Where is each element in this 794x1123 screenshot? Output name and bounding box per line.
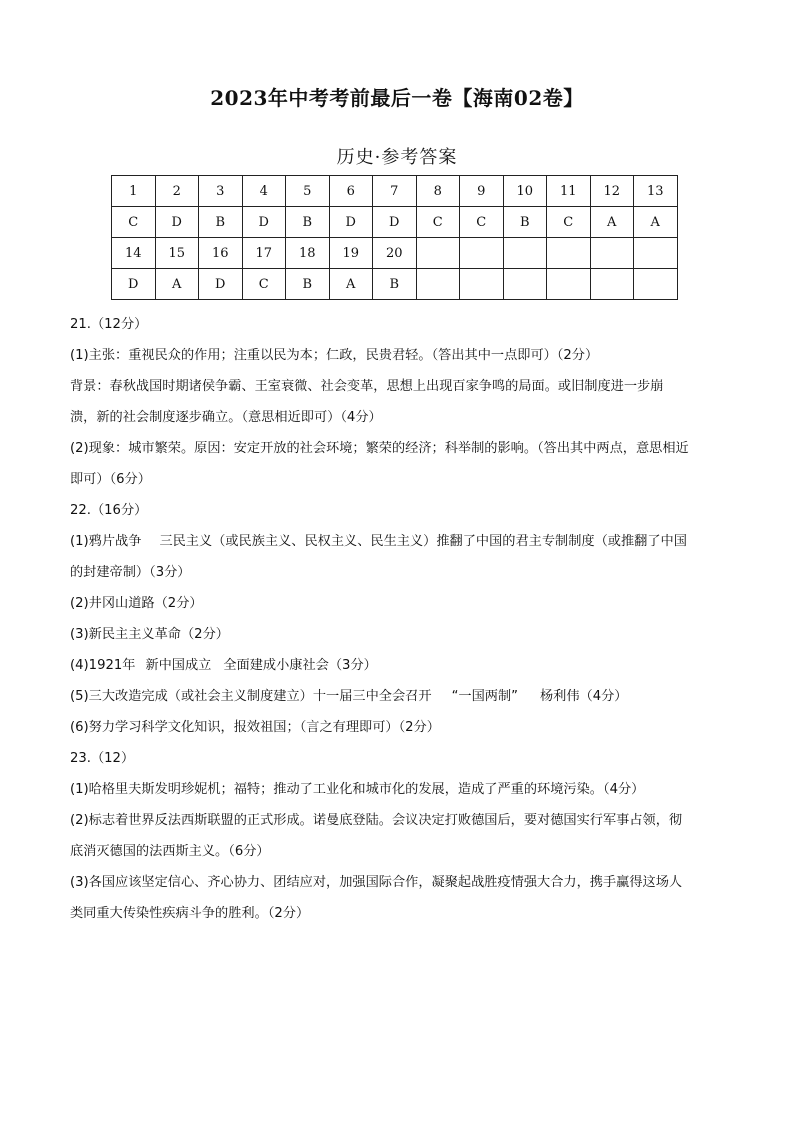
answer-table-cell: B — [286, 269, 330, 300]
answer-table-cell — [416, 238, 460, 269]
q22-answer-5-part-1: (5)三大改造完成（或社会主义制度建立）十一届三中全会召开 — [70, 689, 432, 704]
q22-answer-2: (2)井冈山道路（2分） — [70, 596, 203, 611]
answer-table-cell: 9 — [460, 176, 504, 207]
q23-answer-3-line-1: (3)各国应该坚定信心、齐心协力、团结应对，加强国际合作，凝聚起战胜疫情强大合力，携手赢得这场人 — [70, 875, 683, 890]
answer-table-cell: 5 — [286, 176, 330, 207]
answer-table-cell — [634, 269, 678, 300]
q22-answer-3: (3)新民主主义革命（2分） — [70, 627, 229, 642]
answer-table-cell — [590, 238, 634, 269]
answer-table-cell: B — [373, 269, 417, 300]
answer-table-cell: 19 — [329, 238, 373, 269]
q22-answer-4-part-1: (4)1921年 — [70, 658, 136, 673]
q22-answer-1-part-1: (1)鸦片战争 — [70, 534, 142, 549]
answer-table-cell: 12 — [590, 176, 634, 207]
answer-table-cell — [416, 269, 460, 300]
answer-table-cell: 14 — [112, 238, 156, 269]
q22-answer-1-line-1 — [70, 526, 730, 557]
answer-table-cell: C — [242, 269, 286, 300]
q22-answer-5-part-3: 杨利伟（4分） — [539, 689, 628, 704]
answer-table-cell: 15 — [155, 238, 199, 269]
answer-table-cell: 2 — [155, 176, 199, 207]
q22-answer-6: (6)努力学习科学文化知识，报效祖国；（言之有理即可）（2分） — [70, 720, 440, 735]
q23-answer-2-line-1: (2)标志着世界反法西斯联盟的正式形成。诺曼底登陆。会议决定打败德国后，要对德国实行军事占领，彻 — [70, 813, 683, 828]
answer-table-cell: D — [373, 207, 417, 238]
document-subtitle: 历史·参考答案 — [336, 147, 458, 168]
answer-table-cell — [460, 269, 504, 300]
answer-key-table — [111, 175, 678, 300]
answer-table-cell: D — [155, 207, 199, 238]
answer-table-cell — [634, 238, 678, 269]
answer-table-cell — [547, 269, 591, 300]
answer-table-cell: 13 — [634, 176, 678, 207]
q21-header: 21.（12分） — [70, 317, 148, 332]
q21-answer-2-line-2: 即可）（6分） — [70, 472, 151, 487]
answer-table-cell: C — [112, 207, 156, 238]
document-title: 2023年中考考前最后一卷【海南02卷】 — [210, 86, 584, 110]
answer-table-row — [112, 238, 678, 269]
answer-table-cell: 16 — [199, 238, 243, 269]
answer-table-cell: 3 — [199, 176, 243, 207]
answer-table-cell: A — [155, 269, 199, 300]
answer-table-cell — [460, 238, 504, 269]
q23-answer-1: (1)哈格里夫斯发明珍妮机；福特；推动了工业化和城市化的发展，造成了严重的环境污染。（4分） — [70, 782, 645, 797]
answer-table-cell: C — [547, 207, 591, 238]
q21-answer-2-line-1: (2)现象：城市繁荣。原因：安定开放的社会环境；繁荣的经济；科举制的影响。（答出其中两点，意思相近 — [70, 441, 689, 456]
answer-table-cell: D — [112, 269, 156, 300]
answer-table-cell: 1 — [112, 176, 156, 207]
answer-table-cell: D — [199, 269, 243, 300]
answer-table-cell — [503, 238, 547, 269]
q22-answer-4 — [70, 650, 730, 681]
q22-answer-1-part-2: 三民主义（或民族主义、民权主义、民生主义）推翻了中国的君主专制制度（或推翻了中国 — [159, 534, 687, 549]
answer-table-cell: A — [329, 269, 373, 300]
q22-answer-4-part-3: 全面建成小康社会（3分） — [223, 658, 377, 673]
q21-background-line-1: 背景：春秋战国时期诸侯争霸、王室衰微、社会变革，思想上出现百家争鸣的局面。或旧制度进一步崩 — [70, 379, 664, 394]
answer-table-cell — [503, 269, 547, 300]
answer-table-cell: B — [286, 207, 330, 238]
q22-answer-5-part-2: “一国两制” — [451, 689, 518, 704]
answer-table-cell: B — [199, 207, 243, 238]
answer-table-cell: A — [590, 207, 634, 238]
answer-table-row — [112, 207, 678, 238]
answer-table-cell: 20 — [373, 238, 417, 269]
answer-table-cell: 17 — [242, 238, 286, 269]
answer-table-cell: 11 — [547, 176, 591, 207]
answer-content — [70, 309, 730, 929]
q22-answer-1-line-2: 的封建帝制）（3分） — [70, 565, 191, 580]
q22-answer-4-part-2: 新中国成立 — [145, 658, 212, 673]
answer-table-cell: 18 — [286, 238, 330, 269]
q22-header: 22.（16分） — [70, 503, 148, 518]
answer-table-cell: B — [503, 207, 547, 238]
q23-answer-3-line-2: 类同重大传染性疾病斗争的胜利。（2分） — [70, 906, 310, 921]
answer-table-cell: 7 — [373, 176, 417, 207]
q21-background-line-2: 溃，新的社会制度逐步确立。（意思相近即可）（4分） — [70, 410, 382, 425]
answer-table-cell: D — [242, 207, 286, 238]
answer-table-cell — [547, 238, 591, 269]
answer-table-cell: D — [329, 207, 373, 238]
answer-table-cell: 8 — [416, 176, 460, 207]
answer-table-cell — [590, 269, 634, 300]
answer-table-cell: A — [634, 207, 678, 238]
answer-table-cell: C — [460, 207, 504, 238]
q23-header: 23.（12） — [70, 751, 135, 766]
q22-answer-5 — [70, 681, 730, 712]
answer-table-cell: 4 — [242, 176, 286, 207]
answer-table-cell: 6 — [329, 176, 373, 207]
q21-answer-1: (1)主张：重视民众的作用；注重以民为本；仁政，民贵君轻。（答出其中一点即可）（2分） — [70, 348, 599, 363]
answer-table-row — [112, 269, 678, 300]
answer-table-row — [112, 176, 678, 207]
answer-table-cell: C — [416, 207, 460, 238]
q23-answer-2-line-2: 底消灭德国的法西斯主义。（6分） — [70, 844, 270, 859]
answer-table-cell: 10 — [503, 176, 547, 207]
